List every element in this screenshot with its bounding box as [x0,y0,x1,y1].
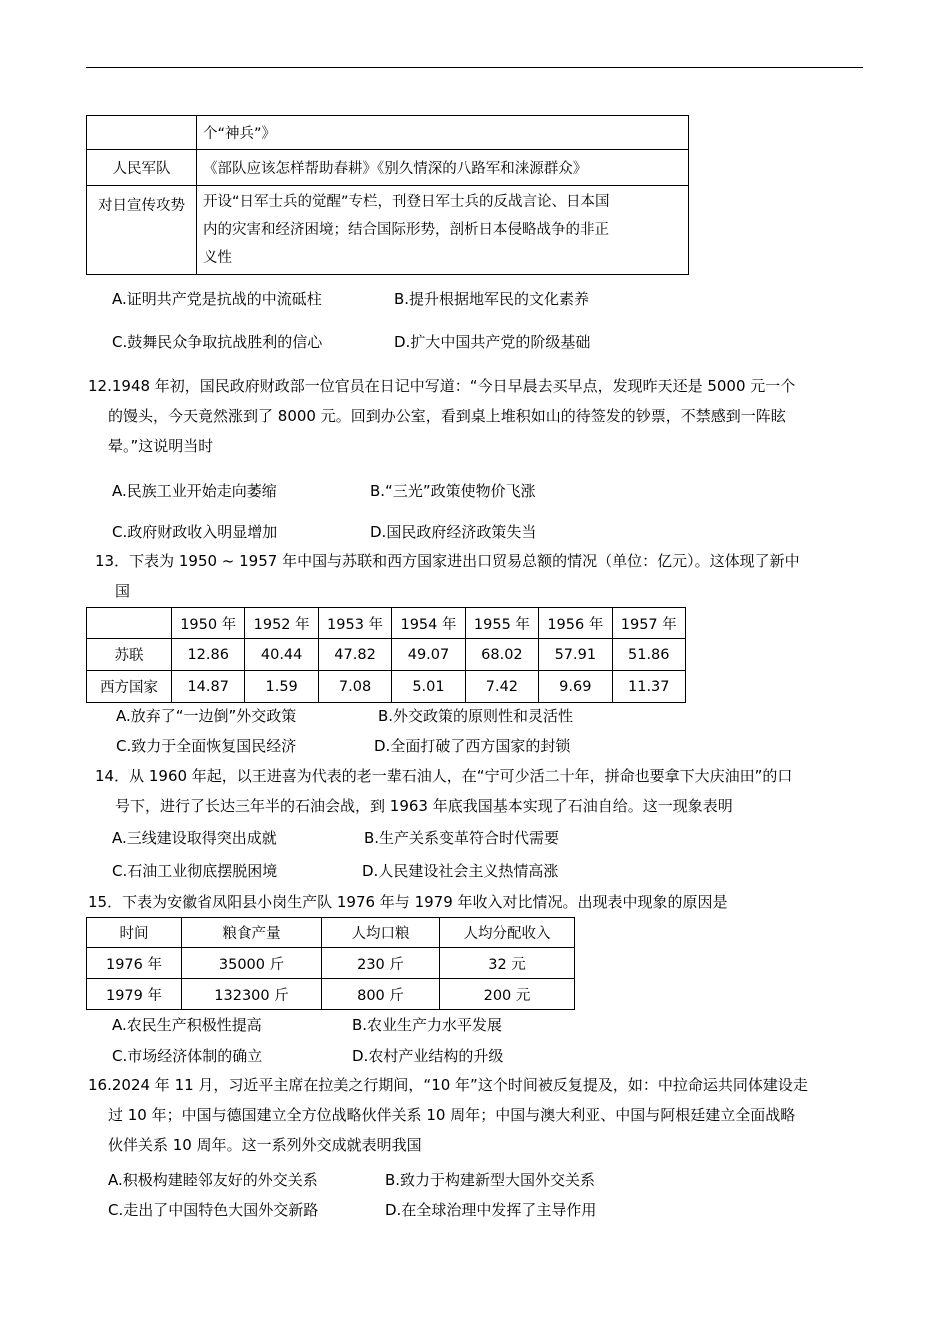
option-d[interactable]: D.全面打破了西方国家的封锁 [374,737,571,755]
table-cell: 47.82 [318,639,391,671]
table-cell: 12.86 [172,639,245,671]
income-table [86,917,575,1010]
table-cell: 800 斤 [322,979,440,1010]
stem-line: 16.2024 年 11 月，习近平主席在拉美之行期间，“10 年”这个时间被反复提及，如：中拉命运共同体建设走 [88,1076,808,1094]
table-header: 1956 年 [539,608,612,639]
option-c[interactable]: C.政府财政收入明显增加 [112,523,278,541]
option-b[interactable]: B.提升根据地军民的文化素养 [394,290,590,308]
table-row [87,671,686,703]
question-12-stem [88,371,795,461]
table-cell: 1979 年 [87,979,182,1010]
option-b[interactable]: B.农业生产力水平发展 [352,1016,503,1034]
table-cell: 个“神兵”》 [197,116,689,150]
table-header: 时间 [87,918,182,948]
option-c[interactable]: C.致力于全面恢复国民经济 [116,737,297,755]
stem-line: 晕。”这说明当时 [108,437,214,455]
table-cell: 西方国家 [87,671,172,703]
option-b[interactable]: B.致力于构建新型大国外交关系 [385,1171,596,1189]
stem-line: 13．下表为 1950 ~ 1957 年中国与苏联和西方国家进出口贸易总额的情况（单位：亿元）。这体现了新中 [95,552,800,570]
table-header: 1954 年 [392,608,465,639]
table-cell: 《部队应该怎样帮助春耕》《别久情深的八路军和涞源群众》 [197,150,689,186]
question-13-stem [95,546,800,606]
table-cell: 7.42 [465,671,538,703]
stem-line: 12.1948 年初，国民政府财政部一位官员在日记中写道：“今日早晨去买早点，发现昨天还是 5000 元一个 [88,377,796,395]
table-cell: 苏联 [87,639,172,671]
option-a[interactable]: A.农民生产积极性提高 [112,1016,262,1034]
table-header: 人均分配收入 [440,918,575,948]
table-row [87,979,575,1010]
stem-line: 伙伴关系 10 周年。这一系列外交成就表明我国 [108,1136,422,1154]
option-a[interactable]: A.积极构建睦邻友好的外交关系 [108,1171,318,1189]
header-rule [86,67,863,68]
table-cell: 人民军队 [87,150,197,186]
table-cell: 35000 斤 [182,948,322,979]
stem-line: 的馒头，今天竟然涨到了 8000 元。回到办公室，看到桌上堆积如山的待签发的钞票，不禁感到一阵眩 [108,407,786,425]
table-cell: 40.44 [245,639,318,671]
option-a[interactable]: A.证明共产党是抗战的中流砥柱 [112,290,322,308]
option-b[interactable]: B.生产关系变革符合时代需要 [364,829,560,847]
cell-line: 开设“日军士兵的觉醒”专栏，刊登日军士兵的反战言论、日本国 [203,194,610,210]
option-c[interactable]: C.鼓舞民众争取抗战胜利的信心 [112,333,323,351]
question-15-stem: 15．下表为安徽省凤阳县小岗生产队 1976 年与 1979 年收入对比情况。出现表中现象的原因是 [88,893,728,911]
option-b[interactable]: B.外交政策的原则性和灵活性 [378,707,574,725]
option-d[interactable]: D.扩大中国共产党的阶级基础 [394,333,591,351]
table-cell: 14.87 [172,671,245,703]
continuation-table [86,115,689,275]
option-c[interactable]: C.石油工业彻底摆脱困境 [112,862,278,880]
table-row [87,639,686,671]
table-header: 1950 年 [172,608,245,639]
option-d[interactable]: D.在全球治理中发挥了主导作用 [385,1201,597,1219]
stem-line: 过 10 年；中国与德国建立全方位战略伙伴关系 10 周年；中国与澳大利亚、中国与阿根廷建立全面战略 [108,1106,796,1124]
option-c[interactable]: C.市场经济体制的确立 [112,1047,263,1065]
option-d[interactable]: D.国民政府经济政策失当 [370,523,537,541]
table-header: 1953 年 [318,608,391,639]
question-16-stem [88,1070,808,1160]
option-d[interactable]: D.人民建设社会主义热情高涨 [362,862,559,880]
table-cell: 9.69 [539,671,612,703]
table-cell: 32 元 [440,948,575,979]
table-cell: 230 斤 [322,948,440,979]
table-cell: 49.07 [392,639,465,671]
table-cell: 68.02 [465,639,538,671]
option-d[interactable]: D.农村产业结构的升级 [352,1047,504,1065]
stem-line: 14．从 1960 年起，以王进喜为代表的老一辈石油人，在“宁可少活二十年，拼命也要拿下大庆油田”的口 [95,767,793,785]
table-cell: 200 元 [440,979,575,1010]
table-header: 1955 年 [465,608,538,639]
cell-line: 义性 [203,250,232,266]
table-header: 粮食产量 [182,918,322,948]
table-cell [197,186,689,275]
table-cell: 51.86 [612,639,685,671]
stem-line: 号下，进行了长达三年半的石油会战，到 1963 年底我国基本实现了石油自给。这一现象表明 [115,797,733,815]
table-cell [87,116,197,150]
table-header: 1952 年 [245,608,318,639]
table-header: 人均口粮 [322,918,440,948]
question-14-stem [95,761,792,821]
option-b[interactable]: B.“三光”政策使物价飞涨 [370,482,536,500]
table-cell: 11.37 [612,671,685,703]
table-cell: 1976 年 [87,948,182,979]
option-a[interactable]: A.放弃了“一边倒”外交政策 [116,707,297,725]
table-cell: 132300 斤 [182,979,322,1010]
trade-table [86,607,686,703]
table-cell: 5.01 [392,671,465,703]
table-header: 1957 年 [612,608,685,639]
table-cell: 1.59 [245,671,318,703]
table-cell: 对日宣传攻势 [87,186,197,275]
cell-line: 内的灾害和经济困境；结合国际形势，剖析日本侵略战争的非正 [203,222,609,238]
option-a[interactable]: A.三线建设取得突出成就 [112,829,277,847]
table-cell: 57.91 [539,639,612,671]
option-a[interactable]: A.民族工业开始走向萎缩 [112,482,277,500]
table-row [87,948,575,979]
option-c[interactable]: C.走出了中国特色大国外交新路 [108,1201,319,1219]
stem-line: 国 [115,582,131,600]
table-cell: 7.08 [318,671,391,703]
table-cell [87,608,172,639]
